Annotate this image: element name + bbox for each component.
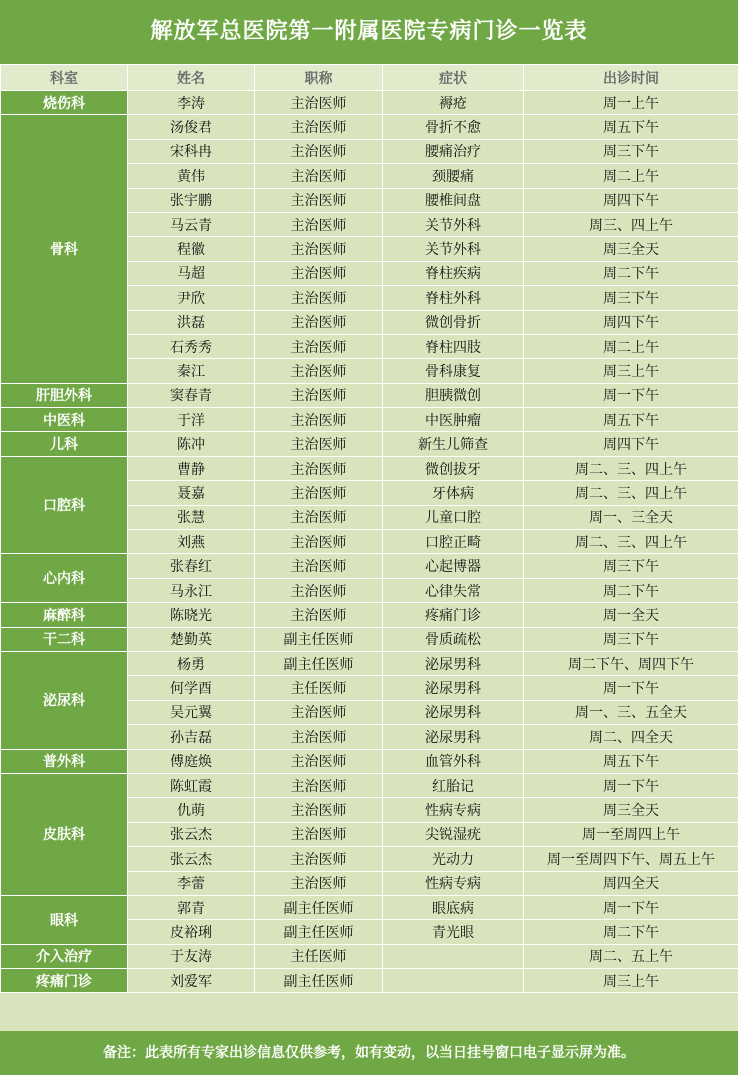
doctor-name-cell: 吴元翼 bbox=[128, 700, 255, 724]
specialty-cell: 心起博器 bbox=[383, 554, 524, 578]
doctor-name-cell: 聂嘉 bbox=[128, 481, 255, 505]
clinic-time-cell: 周二、三、四上午 bbox=[524, 530, 738, 554]
clinic-time-cell: 周二、三、四上午 bbox=[524, 481, 738, 505]
doctor-title-cell: 副主任医师 bbox=[255, 627, 383, 651]
doctor-title-cell: 副主任医师 bbox=[255, 920, 383, 944]
department-cell: 中医科 bbox=[1, 408, 128, 432]
clinic-time-cell: 周一下午 bbox=[524, 773, 738, 797]
specialty-cell: 胆胰微创 bbox=[383, 383, 524, 407]
doctor-name-cell: 仇萌 bbox=[128, 798, 255, 822]
doctor-title-cell: 副主任医师 bbox=[255, 969, 383, 993]
table-row bbox=[1, 969, 738, 993]
doctor-title-cell: 主治医师 bbox=[255, 481, 383, 505]
clinic-time-cell: 周一、三全天 bbox=[524, 505, 738, 529]
doctor-title-cell: 主任医师 bbox=[255, 676, 383, 700]
doctor-name-cell: 石秀秀 bbox=[128, 334, 255, 358]
doctor-name-cell: 尹欣 bbox=[128, 286, 255, 310]
table-row bbox=[1, 432, 738, 456]
clinic-time-cell: 周四全天 bbox=[524, 871, 738, 895]
department-cell: 口腔科 bbox=[1, 456, 128, 554]
doctor-name-cell: 刘燕 bbox=[128, 530, 255, 554]
footer-note: 备注：此表所有专家出诊信息仅供参考，如有变动，以当日挂号窗口电子显示屏为准。 bbox=[0, 1031, 738, 1075]
doctor-name-cell: 孙吉磊 bbox=[128, 725, 255, 749]
clinic-time-cell: 周三下午 bbox=[524, 286, 738, 310]
doctor-title-cell: 主治医师 bbox=[255, 212, 383, 236]
specialty-cell: 口腔正畸 bbox=[383, 530, 524, 554]
clinic-schedule-table bbox=[0, 64, 738, 993]
department-cell: 麻醉科 bbox=[1, 603, 128, 627]
doctor-name-cell: 楚勤英 bbox=[128, 627, 255, 651]
clinic-time-cell: 周二下午 bbox=[524, 261, 738, 285]
clinic-time-cell: 周二、三、四上午 bbox=[524, 456, 738, 480]
table-row bbox=[1, 408, 738, 432]
doctor-name-cell: 黄伟 bbox=[128, 164, 255, 188]
doctor-title-cell: 主治医师 bbox=[255, 237, 383, 261]
clinic-time-cell: 周三上午 bbox=[524, 969, 738, 993]
doctor-title-cell: 主治医师 bbox=[255, 505, 383, 529]
specialty-cell: 血管外科 bbox=[383, 749, 524, 773]
table-row bbox=[1, 456, 738, 480]
department-cell: 干二科 bbox=[1, 627, 128, 651]
doctor-title-cell: 主治医师 bbox=[255, 530, 383, 554]
specialty-cell: 儿童口腔 bbox=[383, 505, 524, 529]
doctor-name-cell: 秦江 bbox=[128, 359, 255, 383]
specialty-cell: 泌尿男科 bbox=[383, 700, 524, 724]
clinic-time-cell: 周一下午 bbox=[524, 676, 738, 700]
table-row bbox=[1, 603, 738, 627]
header-department: 科室 bbox=[1, 65, 128, 91]
table-row bbox=[1, 773, 738, 797]
clinic-time-cell: 周三、四上午 bbox=[524, 212, 738, 236]
doctor-name-cell: 杨勇 bbox=[128, 651, 255, 675]
specialty-cell bbox=[383, 944, 524, 968]
clinic-time-cell: 周一、三、五全天 bbox=[524, 700, 738, 724]
specialty-cell: 关节外科 bbox=[383, 212, 524, 236]
clinic-time-cell: 周五下午 bbox=[524, 408, 738, 432]
clinic-time-cell: 周五下午 bbox=[524, 749, 738, 773]
department-cell: 眼科 bbox=[1, 895, 128, 944]
clinic-time-cell: 周二下午 bbox=[524, 578, 738, 602]
header-title: 职称 bbox=[255, 65, 383, 91]
clinic-time-cell: 周三全天 bbox=[524, 798, 738, 822]
page-title: 解放军总医院第一附属医院专病门诊一览表 bbox=[0, 0, 738, 64]
doctor-title-cell: 主任医师 bbox=[255, 944, 383, 968]
doctor-title-cell: 主治医师 bbox=[255, 725, 383, 749]
doctor-name-cell: 陈冲 bbox=[128, 432, 255, 456]
specialty-cell: 泌尿男科 bbox=[383, 651, 524, 675]
table-header-row bbox=[1, 65, 738, 91]
doctor-name-cell: 宋科冉 bbox=[128, 139, 255, 163]
department-cell: 烧伤科 bbox=[1, 91, 128, 115]
doctor-title-cell: 主治医师 bbox=[255, 408, 383, 432]
doctor-name-cell: 马云青 bbox=[128, 212, 255, 236]
clinic-time-cell: 周二下午 bbox=[524, 920, 738, 944]
doctor-name-cell: 曹静 bbox=[128, 456, 255, 480]
doctor-title-cell: 主治医师 bbox=[255, 188, 383, 212]
clinic-time-cell: 周三下午 bbox=[524, 554, 738, 578]
doctor-name-cell: 傅庭焕 bbox=[128, 749, 255, 773]
doctor-name-cell: 窦春青 bbox=[128, 383, 255, 407]
specialty-cell: 尖锐湿疣 bbox=[383, 822, 524, 846]
table-row bbox=[1, 115, 738, 139]
doctor-name-cell: 汤俊君 bbox=[128, 115, 255, 139]
doctor-title-cell: 主治医师 bbox=[255, 847, 383, 871]
specialty-cell bbox=[383, 969, 524, 993]
clinic-time-cell: 周二上午 bbox=[524, 164, 738, 188]
clinic-time-cell: 周一上午 bbox=[524, 91, 738, 115]
doctor-title-cell: 主治医师 bbox=[255, 334, 383, 358]
doctor-name-cell: 张慧 bbox=[128, 505, 255, 529]
doctor-title-cell: 主治医师 bbox=[255, 432, 383, 456]
clinic-time-cell: 周二下午、周四下午 bbox=[524, 651, 738, 675]
doctor-name-cell: 皮裕琍 bbox=[128, 920, 255, 944]
specialty-cell: 性病专病 bbox=[383, 798, 524, 822]
doctor-title-cell: 主治医师 bbox=[255, 554, 383, 578]
table-row bbox=[1, 651, 738, 675]
department-cell: 皮肤科 bbox=[1, 773, 128, 895]
clinic-time-cell: 周三下午 bbox=[524, 627, 738, 651]
doctor-title-cell: 主治医师 bbox=[255, 91, 383, 115]
department-cell: 儿科 bbox=[1, 432, 128, 456]
clinic-time-cell: 周一下午 bbox=[524, 383, 738, 407]
doctor-name-cell: 李涛 bbox=[128, 91, 255, 115]
doctor-name-cell: 程徽 bbox=[128, 237, 255, 261]
table-row bbox=[1, 895, 738, 919]
clinic-time-cell: 周一至周四下午、周五上午 bbox=[524, 847, 738, 871]
table-row bbox=[1, 383, 738, 407]
table-row bbox=[1, 944, 738, 968]
department-cell: 骨科 bbox=[1, 115, 128, 383]
clinic-time-cell: 周一全天 bbox=[524, 603, 738, 627]
header-specialty: 症状 bbox=[383, 65, 524, 91]
specialty-cell: 新生儿筛查 bbox=[383, 432, 524, 456]
specialty-cell: 微创骨折 bbox=[383, 310, 524, 334]
doctor-title-cell: 主治医师 bbox=[255, 603, 383, 627]
specialty-cell: 腰痛治疗 bbox=[383, 139, 524, 163]
doctor-title-cell: 副主任医师 bbox=[255, 895, 383, 919]
doctor-name-cell: 张宇鹏 bbox=[128, 188, 255, 212]
doctor-title-cell: 主治医师 bbox=[255, 139, 383, 163]
doctor-title-cell: 主治医师 bbox=[255, 115, 383, 139]
doctor-title-cell: 主治医师 bbox=[255, 773, 383, 797]
clinic-time-cell: 周三上午 bbox=[524, 359, 738, 383]
doctor-title-cell: 主治医师 bbox=[255, 383, 383, 407]
doctor-title-cell: 主治医师 bbox=[255, 456, 383, 480]
doctor-title-cell: 主治医师 bbox=[255, 578, 383, 602]
specialty-cell: 牙体病 bbox=[383, 481, 524, 505]
clinic-time-cell: 周一至周四上午 bbox=[524, 822, 738, 846]
doctor-name-cell: 陈虹霞 bbox=[128, 773, 255, 797]
specialty-cell: 心律失常 bbox=[383, 578, 524, 602]
specialty-cell: 脊柱疾病 bbox=[383, 261, 524, 285]
doctor-name-cell: 郭青 bbox=[128, 895, 255, 919]
specialty-cell: 腰椎间盘 bbox=[383, 188, 524, 212]
department-cell: 泌尿科 bbox=[1, 651, 128, 749]
specialty-cell: 脊柱外科 bbox=[383, 286, 524, 310]
doctor-name-cell: 张云杰 bbox=[128, 822, 255, 846]
doctor-name-cell: 马超 bbox=[128, 261, 255, 285]
specialty-cell: 疼痛门诊 bbox=[383, 603, 524, 627]
doctor-name-cell: 何学酉 bbox=[128, 676, 255, 700]
doctor-name-cell: 李蕾 bbox=[128, 871, 255, 895]
department-cell: 肝胆外科 bbox=[1, 383, 128, 407]
doctor-title-cell: 主治医师 bbox=[255, 164, 383, 188]
clinic-time-cell: 周三下午 bbox=[524, 139, 738, 163]
header-name: 姓名 bbox=[128, 65, 255, 91]
header-clinic-time: 出诊时间 bbox=[524, 65, 738, 91]
specialty-cell: 泌尿男科 bbox=[383, 676, 524, 700]
doctor-name-cell: 于洋 bbox=[128, 408, 255, 432]
doctor-title-cell: 副主任医师 bbox=[255, 651, 383, 675]
doctor-title-cell: 主治医师 bbox=[255, 700, 383, 724]
doctor-title-cell: 主治医师 bbox=[255, 286, 383, 310]
doctor-name-cell: 陈晓光 bbox=[128, 603, 255, 627]
table-row bbox=[1, 627, 738, 651]
specialty-cell: 红胎记 bbox=[383, 773, 524, 797]
specialty-cell: 微创拔牙 bbox=[383, 456, 524, 480]
doctor-title-cell: 主治医师 bbox=[255, 798, 383, 822]
table-row bbox=[1, 749, 738, 773]
doctor-title-cell: 主治医师 bbox=[255, 261, 383, 285]
clinic-time-cell: 周五下午 bbox=[524, 115, 738, 139]
doctor-name-cell: 张春红 bbox=[128, 554, 255, 578]
specialty-cell: 褥疮 bbox=[383, 91, 524, 115]
doctor-title-cell: 主治医师 bbox=[255, 359, 383, 383]
clinic-time-cell: 周二、四全天 bbox=[524, 725, 738, 749]
doctor-title-cell: 主治医师 bbox=[255, 871, 383, 895]
doctor-title-cell: 主治医师 bbox=[255, 310, 383, 334]
department-cell: 疼痛门诊 bbox=[1, 969, 128, 993]
department-cell: 普外科 bbox=[1, 749, 128, 773]
clinic-time-cell: 周二、五上午 bbox=[524, 944, 738, 968]
clinic-time-cell: 周二上午 bbox=[524, 334, 738, 358]
specialty-cell: 中医肿瘤 bbox=[383, 408, 524, 432]
doctor-name-cell: 刘爱军 bbox=[128, 969, 255, 993]
specialty-cell: 脊柱四肢 bbox=[383, 334, 524, 358]
doctor-title-cell: 主治医师 bbox=[255, 749, 383, 773]
table-body bbox=[1, 91, 738, 993]
clinic-time-cell: 周四下午 bbox=[524, 310, 738, 334]
clinic-time-cell: 周四下午 bbox=[524, 188, 738, 212]
doctor-name-cell: 马永江 bbox=[128, 578, 255, 602]
table-row bbox=[1, 554, 738, 578]
specialty-cell: 性病专病 bbox=[383, 871, 524, 895]
specialty-cell: 骨质疏松 bbox=[383, 627, 524, 651]
department-cell: 心内科 bbox=[1, 554, 128, 603]
specialty-cell: 颈腰痛 bbox=[383, 164, 524, 188]
specialty-cell: 骨折不愈 bbox=[383, 115, 524, 139]
clinic-time-cell: 周三全天 bbox=[524, 237, 738, 261]
specialty-cell: 骨科康复 bbox=[383, 359, 524, 383]
specialty-cell: 青光眼 bbox=[383, 920, 524, 944]
doctor-name-cell: 于友涛 bbox=[128, 944, 255, 968]
clinic-time-cell: 周一下午 bbox=[524, 895, 738, 919]
doctor-name-cell: 张云杰 bbox=[128, 847, 255, 871]
clinic-time-cell: 周四下午 bbox=[524, 432, 738, 456]
specialty-cell: 泌尿男科 bbox=[383, 725, 524, 749]
department-cell: 介入治疗 bbox=[1, 944, 128, 968]
table-row bbox=[1, 91, 738, 115]
doctor-name-cell: 洪磊 bbox=[128, 310, 255, 334]
specialty-cell: 关节外科 bbox=[383, 237, 524, 261]
doctor-title-cell: 主治医师 bbox=[255, 822, 383, 846]
specialty-cell: 眼底病 bbox=[383, 895, 524, 919]
specialty-cell: 光动力 bbox=[383, 847, 524, 871]
